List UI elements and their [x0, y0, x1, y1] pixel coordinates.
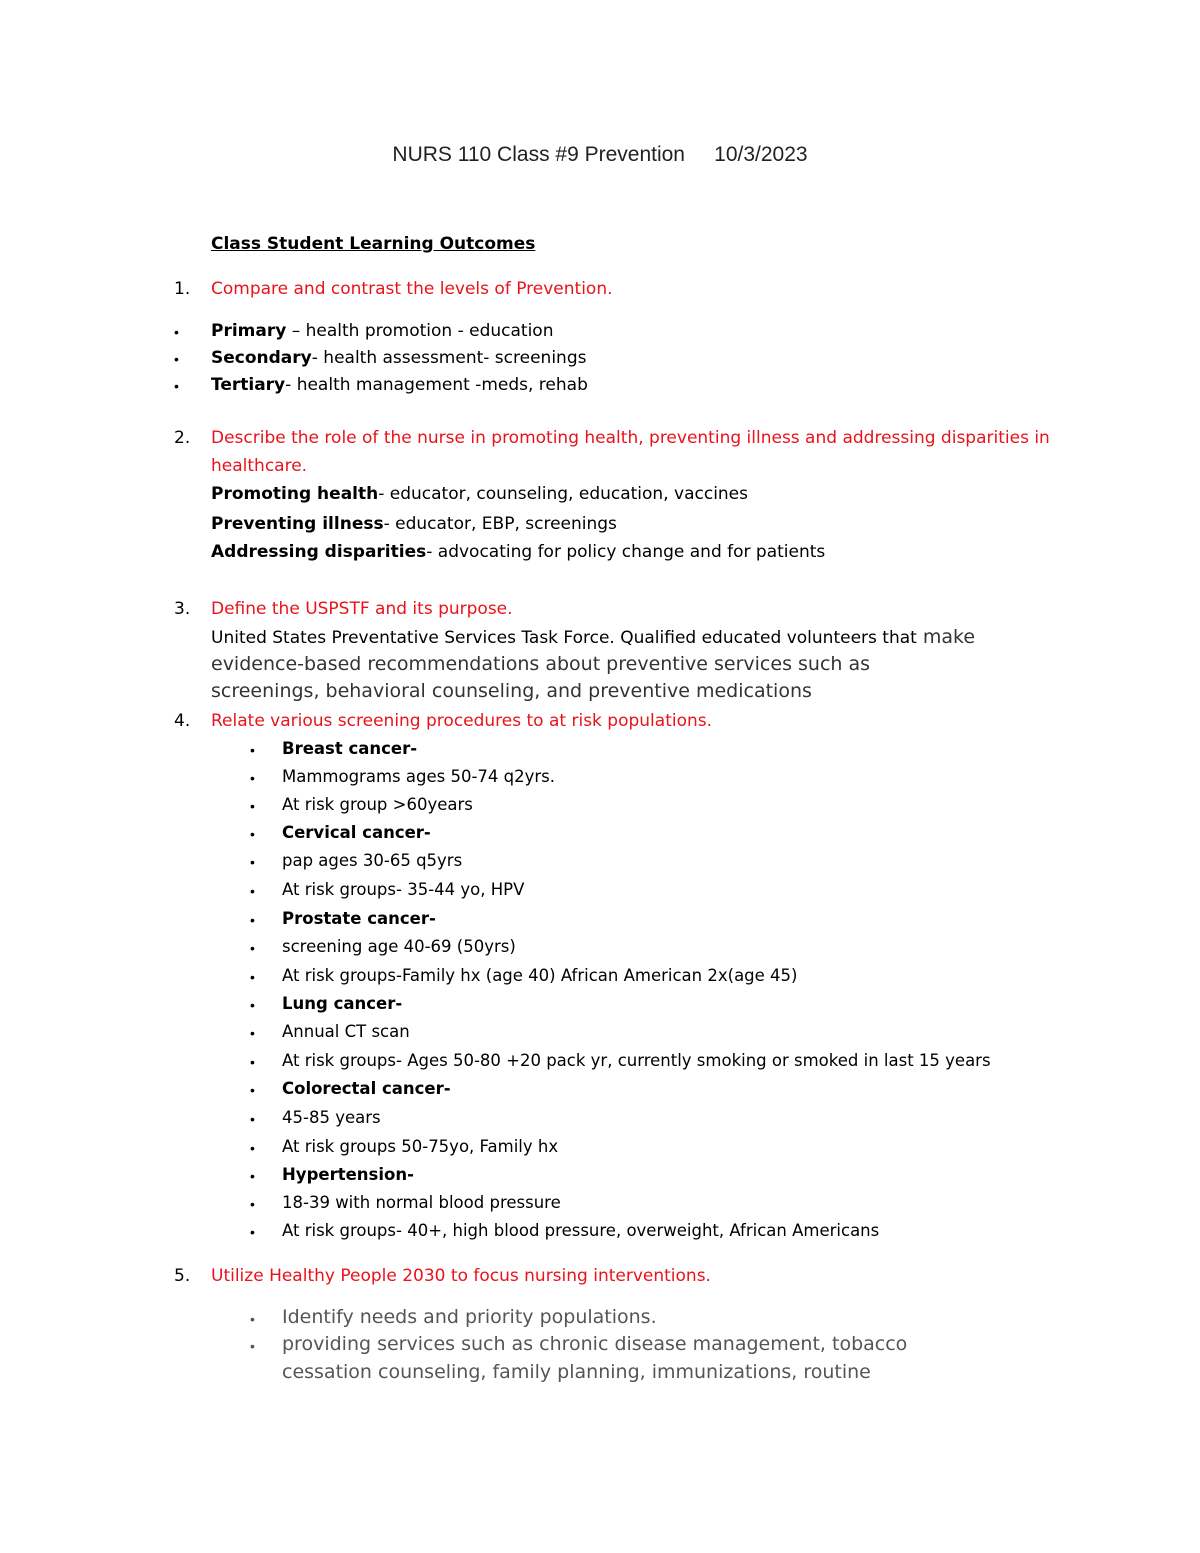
healthy-people-item: providing services such as chronic disease management, tobacco — [282, 1333, 908, 1355]
bullet: • — [250, 940, 255, 956]
bullet: • — [250, 1338, 255, 1354]
healthy-people-item: Identify needs and priority populations. — [282, 1306, 657, 1328]
screening-item: Breast cancer- — [282, 739, 418, 758]
prevention-secondary: Secondary- health assessment- screenings — [211, 348, 587, 368]
outcome-5-text: Utilize Healthy People 2030 to focus nursing interventions. — [211, 1266, 711, 1286]
uspstf-definition-line-3: screenings, behavioral counseling, and preventive medications — [211, 680, 812, 702]
outcome-2-text: Describe the role of the nurse in promoting health, preventing illness and addressing disparities in healthcare. — [211, 428, 1050, 476]
section-heading: Class Student Learning Outcomes — [211, 234, 536, 254]
screening-item: 18-39 with normal blood pressure — [282, 1193, 561, 1212]
bullet: • — [174, 324, 179, 340]
screening-item: At risk groups-Family hx (age 40) African American 2x(age 45) — [282, 966, 798, 985]
outcome-5-number: 5. — [174, 1266, 191, 1286]
document-title: NURS 110 Class #9 Prevention 10/3/2023 — [392, 143, 808, 166]
role-addressing-disparities: Addressing disparities- advocating for policy change and for patients — [211, 542, 826, 562]
bullet: • — [250, 1140, 255, 1156]
bullet: • — [250, 1054, 255, 1070]
bullet: • — [250, 912, 255, 928]
bullet: • — [250, 1111, 255, 1127]
outcome-3-number: 3. — [174, 599, 191, 619]
outcome-2-number: 2. — [174, 428, 191, 448]
uspstf-definition-line-1: United States Preventative Services Task Force. Qualified educated volunteers that make — [211, 626, 976, 648]
screening-item: Lung cancer- — [282, 994, 403, 1013]
screening-item: screening age 40-69 (50yrs) — [282, 937, 516, 956]
screening-item: Mammograms ages 50-74 q2yrs. — [282, 767, 555, 786]
outcome-1-number: 1. — [174, 279, 191, 299]
screening-item: Hypertension- — [282, 1165, 414, 1184]
bullet: • — [250, 798, 255, 814]
screening-item: Prostate cancer- — [282, 909, 436, 928]
healthy-people-item-continued: cessation counseling, family planning, immunizations, routine — [282, 1361, 871, 1383]
prevention-tertiary: Tertiary- health management -meds, rehab — [211, 375, 588, 395]
outcome-4-text: Relate various screening procedures to at risk populations. — [211, 711, 713, 731]
screening-item: pap ages 30-65 q5yrs — [282, 851, 463, 870]
bullet: • — [250, 1168, 255, 1184]
bullet: • — [250, 770, 255, 786]
screening-item: At risk group >60years — [282, 795, 473, 814]
screening-item: Annual CT scan — [282, 1022, 410, 1041]
bullet: • — [250, 883, 255, 899]
role-preventing-illness: Preventing illness- educator, EBP, screenings — [211, 514, 617, 534]
screening-item: Cervical cancer- — [282, 823, 431, 842]
bullet: • — [250, 854, 255, 870]
screening-item: Colorectal cancer- — [282, 1079, 451, 1098]
bullet: • — [250, 969, 255, 985]
bullet: • — [250, 1082, 255, 1098]
bullet: • — [250, 997, 255, 1013]
role-promoting-health: Promoting health- educator, counseling, education, vaccines — [211, 484, 749, 504]
outcome-1-text: Compare and contrast the levels of Prevention. — [211, 279, 613, 299]
screening-item: At risk groups- 40+, high blood pressure, overweight, African Americans — [282, 1221, 880, 1240]
bullet: • — [250, 742, 255, 758]
screening-item: 45-85 years — [282, 1108, 381, 1127]
bullet: • — [250, 1311, 255, 1327]
uspstf-definition-line-2: evidence-based recommendations about preventive services such as — [211, 653, 871, 675]
bullet: • — [174, 378, 179, 394]
bullet: • — [250, 826, 255, 842]
outcome-4-number: 4. — [174, 711, 191, 731]
prevention-primary: Primary – health promotion - education — [211, 321, 554, 341]
bullet: • — [250, 1196, 255, 1212]
bullet: • — [250, 1025, 255, 1041]
screening-item: At risk groups- 35-44 yo, HPV — [282, 880, 525, 899]
screening-item: At risk groups 50-75yo, Family hx — [282, 1137, 559, 1156]
outcome-3-text: Define the USPSTF and its purpose. — [211, 599, 513, 619]
bullet: • — [250, 1224, 255, 1240]
bullet: • — [174, 351, 179, 367]
screening-item: At risk groups- Ages 50-80 +20 pack yr, currently smoking or smoked in last 15 years — [282, 1051, 991, 1070]
